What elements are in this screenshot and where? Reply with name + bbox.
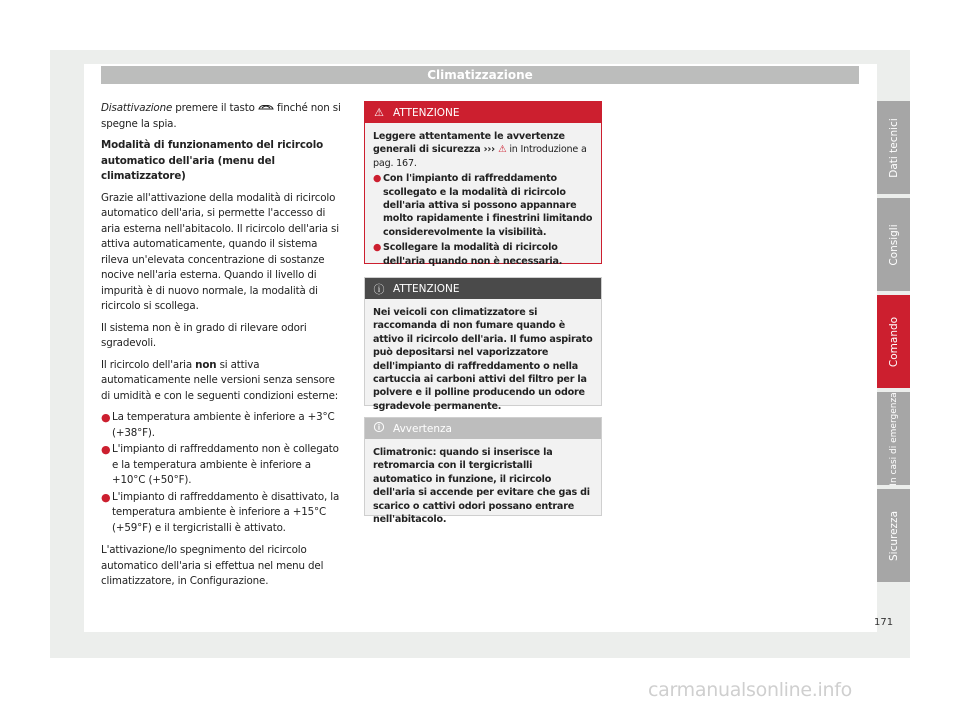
car-recirculation-icon [258, 102, 274, 114]
list-item-text: Scollegare la modalità di ricircolo dell'aria quando non è necessaria. [383, 242, 563, 267]
warning-box-header [365, 102, 601, 123]
watermark: carmanualsonline.info [648, 679, 852, 701]
conditions-text-a: Il ricircolo dell'aria [101, 358, 196, 371]
page-title: Climatizzazione [101, 66, 859, 84]
bullet-icon: ● [101, 411, 111, 424]
tab-consigli[interactable] [877, 198, 910, 291]
paragraph-conditions [101, 358, 345, 405]
note-label: Avvertenza [393, 422, 452, 435]
paragraph-auto-mode: Grazie all'attivazione della modalità di ricircolo automatico dell'aria, si permette l'accesso di aria esterna nell'abitacolo. Il ricircolo dell'aria si attiva automaticamente, quando il sistema rileva un'elevata concentrazione di sostanze nocive nell'aria esterna. Quando il livello di impurità è di nuovo normale, la modalità di ricircolo si scollega. [101, 191, 339, 312]
tab-emergenza[interactable] [877, 392, 910, 485]
warning-box-body: Nei veicoli con climatizzatore si raccomanda di non fumare quando è attivo il ricircolo dell'aria. Il fumo aspirato può depositarsi nel vaporizzatore dell'impianto di raffreddamento o nella cartuccia ai carboni attivi del filtro per la polvere e il polline producendo un odore sgradevole permanente. [373, 307, 593, 412]
deactivation-label: Disattivazione [101, 102, 173, 114]
list-item [101, 490, 345, 537]
note-icon: 🛈 [373, 421, 385, 434]
main-column [101, 101, 345, 596]
paragraph-config: L'attivazione/lo spegnimento del ricircolo automatico dell'aria si effettua nel menu del climatizzatore, in Configurazione. [101, 544, 324, 587]
warning-label: ATTENZIONE [393, 106, 460, 119]
bullet-icon: ● [373, 242, 382, 254]
warning-triangle-icon: ⚠ [374, 106, 384, 119]
section-heading: Modalità di funzionamento del ricircolo automatico dell'aria (menu del climatizzatore) [101, 139, 323, 182]
warning-intro-text: Leggere attentamente le avvertenze generali di sicurezza [373, 131, 565, 156]
list-item [101, 410, 345, 441]
paragraph-odors: Il sistema non è in grado di rilevare odori sgradevoli. [101, 321, 307, 349]
note-box-header [365, 418, 601, 439]
bullet-icon: ● [101, 490, 111, 504]
warning-box-header [365, 278, 601, 299]
tab-dati-tecnici[interactable] [877, 101, 910, 194]
reference-arrow-icon: ››› [483, 144, 495, 156]
tab-label: Dati tecnici [887, 117, 900, 178]
warning-box-safety [364, 101, 602, 267]
bullet-icon: ● [373, 173, 382, 185]
deactivation-tail: finché non si spegne la spia. [101, 102, 341, 130]
warning-intro-ref: in Introduzione a pag. 167. [373, 144, 587, 169]
list-item [373, 241, 593, 268]
warning-box-body [365, 123, 601, 276]
conditions-text-c: si attiva automaticamente nelle versioni senza sensore di umidità e con le seguenti condizioni esterne: [101, 358, 339, 402]
conditions-emphasis: non [195, 358, 217, 371]
tab-label: Consigli [887, 223, 900, 266]
tab-label: Sicurezza [887, 510, 900, 561]
deactivation-text: premere il tasto [172, 102, 258, 114]
note-box [364, 417, 602, 526]
tab-label: In casi di emergenza [888, 391, 899, 486]
list-item-text: L'impianto di raffreddamento è disattivato, la temperatura ambiente è inferiore a +15°C (+59°F) e il tergicristalli è attivato. [112, 490, 340, 534]
tab-comando[interactable] [877, 295, 910, 388]
page-number: 171 [874, 617, 894, 628]
warning-box-smoking [364, 277, 602, 412]
list-item-text: L'impianto di raffreddamento non è collegato e la temperatura ambiente è inferiore a +10°C (+50°F). [112, 443, 339, 486]
warning-label: ATTENZIONE [393, 282, 460, 295]
tab-label: Comando [887, 316, 900, 367]
warning-triangle-icon: ⚠ [498, 144, 507, 156]
list-item [101, 442, 345, 489]
deactivation-paragraph [101, 101, 345, 132]
bullet-icon: ● [101, 443, 111, 456]
warning-intro [373, 130, 593, 170]
list-item-text: La temperatura ambiente è inferiore a +3°C (+38°F). [112, 411, 335, 439]
list-item [373, 172, 593, 239]
tab-sicurezza[interactable] [877, 489, 910, 582]
list-item-text: Con l'impianto di raffreddamento scollegato e la modalità di ricircolo dell'aria attiva si possono appannare molto rapidamente i finestrini limitando considerevolmente la visibilità. [383, 173, 593, 238]
note-box-body: Climatronic: quando si inserisce la retromarcia con il tergicristalli automatico in funzione, il ricircolo dell'aria si accende per evitare che gas di scarico o cattivi odori possano entrare nell'abitacolo. [373, 447, 590, 526]
info-circle-icon: ⓘ [373, 282, 385, 296]
